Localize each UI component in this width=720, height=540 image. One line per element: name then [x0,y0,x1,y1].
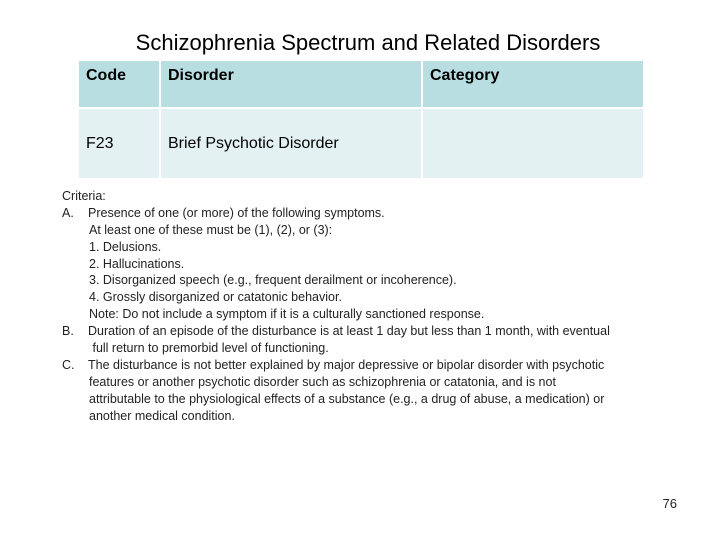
cell-category [422,108,644,179]
header-code: Code [78,60,160,108]
criterion-c-text: The disturbance is not better explained by major depressive or bipolar disorder with psychotic [88,357,605,372]
criterion-a-text: Presence of one (or more) of the following symptoms. [88,205,385,220]
criteria-block [62,188,702,424]
criterion-c [62,357,702,374]
header-category: Category [422,60,644,108]
criterion-c-continuation: features or another psychotic disorder such as schizophrenia or catatonia, and is not [89,374,556,389]
criterion-a-note: Note: Do not include a symptom if it is a culturally sanctioned response. [89,307,485,322]
criterion-b-text: Duration of an episode of the disturbance is at least 1 day but less than 1 month, with eventual [88,324,610,339]
criterion-c-continuation: attributable to the physiological effects of a substance (e.g., a drug of abuse, a medication) or [89,391,605,406]
table-header-row [78,60,644,108]
criterion-b-continuation: full return to premorbid level of functioning. [89,341,329,356]
criterion-b [62,323,702,340]
criterion-a [62,205,702,222]
symptom-item: 2. Hallucinations. [89,256,185,271]
criterion-c-marker: C. [62,357,75,372]
criterion-a-marker: A. [62,205,74,220]
table-row [78,108,644,179]
slide-title: Schizophrenia Spectrum and Related Disorders [135,30,601,55]
header-disorder: Disorder [160,60,422,108]
cell-code: F23 [78,108,160,179]
criteria-heading: Criteria: [62,189,106,203]
criterion-c-continuation: another medical condition. [89,408,235,423]
symptom-item: 4. Grossly disorganized or catatonic behavior. [89,290,342,305]
symptom-item: 3. Disorganized speech (e.g., frequent derailment or incoherence). [89,273,457,288]
criterion-b-marker: B. [62,324,74,339]
page-number: 76 [662,496,677,511]
symptom-item: 1. Delusions. [89,239,162,254]
disorder-code-table [77,59,645,180]
criterion-a-subtext: At least one of these must be (1), (2), or (3): [89,222,333,237]
cell-disorder: Brief Psychotic Disorder [160,108,422,179]
